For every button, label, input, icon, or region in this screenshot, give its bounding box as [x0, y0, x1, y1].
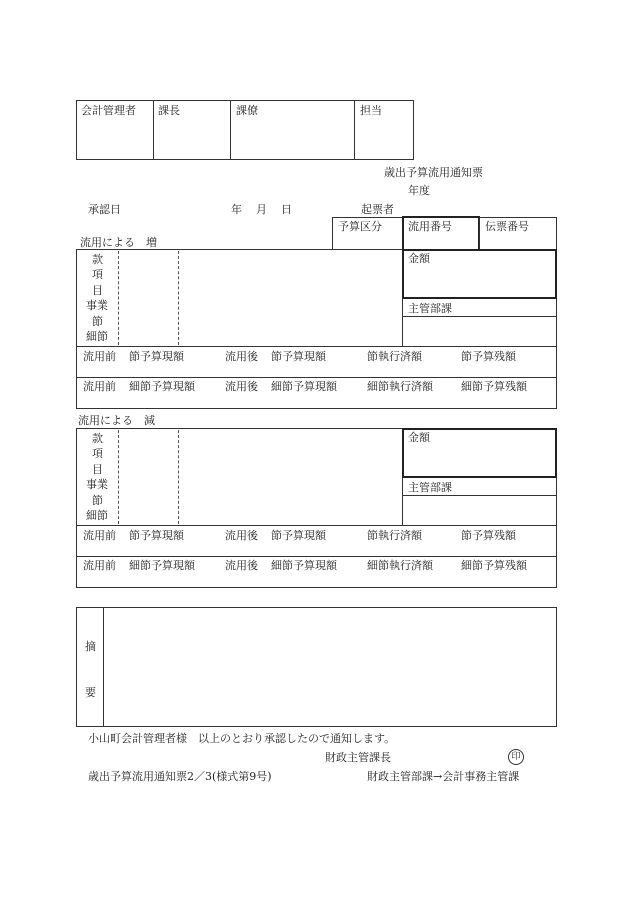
notice-text: 小山町会計管理者様 以上のとおり承認したので通知します。 — [88, 732, 396, 745]
dec-r2-executed: 細節執行済額 — [367, 559, 433, 572]
inc-label-kou: 項 — [92, 268, 103, 281]
inc-r1-before-amt: 節予算現額 — [129, 350, 184, 363]
approval-date-label: 承認日 — [88, 203, 121, 216]
seal-icon: 印 — [508, 749, 524, 765]
summary-label-2: 要 — [85, 686, 96, 699]
dec-r2-before-amt: 細節予算現額 — [129, 559, 195, 572]
inc-r1-remaining: 節予算残額 — [461, 350, 516, 363]
dec-r1-before: 流用前 — [83, 529, 116, 542]
increase-amount-label: 金額 — [408, 252, 430, 265]
dec-label-jigyo: 事業 — [86, 478, 108, 491]
inc-r1-executed: 節執行済額 — [367, 350, 422, 363]
dec-r1-remaining: 節予算残額 — [461, 529, 516, 542]
fiscal-year: 年度 — [408, 184, 430, 197]
inc-r2-executed: 細節執行済額 — [367, 380, 433, 393]
inc-r2-after: 流用後 — [225, 380, 258, 393]
dec-r2-remaining: 細節予算残額 — [461, 559, 527, 572]
dec-label-kou: 項 — [92, 447, 103, 460]
inc-label-kan: 款 — [92, 253, 103, 266]
increase-title: 流用による 増 — [80, 236, 157, 249]
form-id: 歳出予算流用通知票2／3(様式第9号) — [88, 770, 272, 783]
decrease-dept-label: 主管部課 — [408, 481, 452, 494]
approval-person-in-charge: 担当 — [360, 104, 382, 117]
dec-label-moku: 目 — [92, 463, 103, 476]
dec-label-saisetsu: 細節 — [86, 509, 108, 522]
dec-r1-after: 流用後 — [225, 529, 258, 542]
date-year: 年 — [231, 203, 242, 216]
dec-label-setsu: 節 — [92, 494, 103, 507]
inc-label-setsu: 節 — [92, 315, 103, 328]
inc-r2-remaining: 細節予算残額 — [461, 380, 527, 393]
decrease-title: 流用による 減 — [78, 414, 155, 427]
inc-r1-before: 流用前 — [83, 350, 116, 363]
dec-r2-before: 流用前 — [83, 559, 116, 572]
route-text: 財政主管部課→会計事務主管課 — [367, 770, 520, 783]
signer-title: 財政主管課長 — [325, 751, 391, 764]
date-day: 日 — [281, 203, 292, 216]
dec-r2-after: 流用後 — [225, 559, 258, 572]
dec-r2-after-amt: 細節予算現額 — [271, 559, 337, 572]
approval-section-staff: 課僚 — [236, 104, 258, 117]
inc-label-saisetsu: 細節 — [86, 330, 108, 343]
dec-r1-before-amt: 節予算現額 — [129, 529, 184, 542]
inc-r2-before: 流用前 — [83, 380, 116, 393]
increase-dept-label: 主管部課 — [408, 302, 452, 315]
date-month: 月 — [256, 203, 267, 216]
dec-r1-executed: 節執行済額 — [367, 529, 422, 542]
approval-section-chief: 課長 — [158, 104, 180, 117]
approval-accountant: 会計管理者 — [81, 104, 136, 117]
dec-label-kan: 款 — [92, 432, 103, 445]
decrease-amount-label: 金額 — [408, 431, 430, 444]
dec-r1-after-amt: 節予算現額 — [271, 529, 326, 542]
inc-r2-before-amt: 細節予算現額 — [129, 380, 195, 393]
form-title: 歳出予算流用通知票 — [384, 166, 483, 179]
inc-r2-after-amt: 細節予算現額 — [271, 380, 337, 393]
inc-label-jigyo: 事業 — [86, 299, 108, 312]
summary-box — [76, 607, 557, 727]
budget-category-label: 予算区分 — [338, 220, 382, 233]
transfer-number-label: 流用番号 — [408, 220, 452, 233]
inc-r1-after-amt: 節予算現額 — [271, 350, 326, 363]
drafter-label: 起票者 — [361, 203, 394, 216]
slip-number-label: 伝票番号 — [485, 220, 529, 233]
inc-label-moku: 目 — [92, 284, 103, 297]
summary-label-1: 摘 — [85, 640, 96, 653]
inc-r1-after: 流用後 — [225, 350, 258, 363]
